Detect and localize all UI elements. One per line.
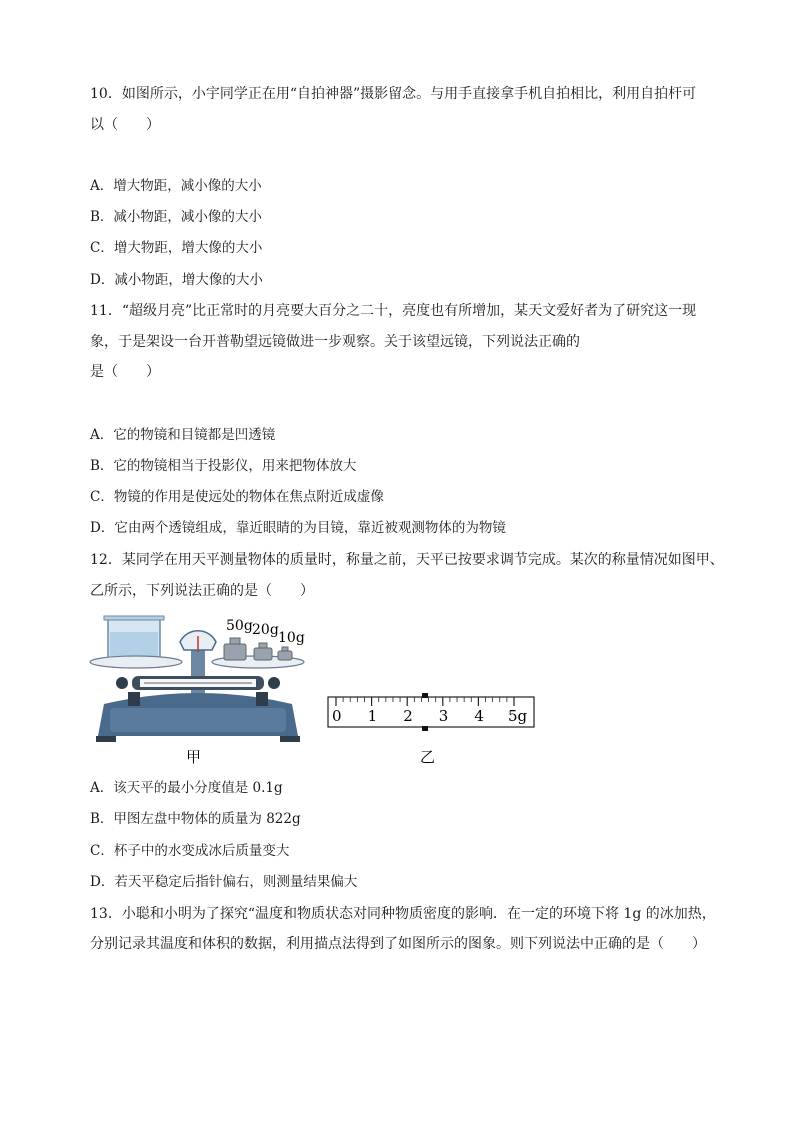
q12-line2: 乙所示，下列说法正确的是（ ） bbox=[90, 583, 314, 599]
q10-line2: 以（ ） bbox=[90, 117, 160, 133]
weight-50g bbox=[224, 638, 246, 660]
left-pan bbox=[90, 656, 182, 668]
q10-option-a: A．增大物距，减小像的大小 bbox=[90, 178, 262, 194]
q11-line2: 象，于是架设一台开普勒望远镜做进一步观察。关于该望远镜，下列说法正确的 bbox=[90, 334, 580, 350]
scale-tick-label: 4 bbox=[474, 707, 484, 725]
q13-line1: 13．小聪和小明为了探究“温度和物质状态对同种物质密度的影响．在一定的环境下将 1g 的冰加热， bbox=[90, 906, 716, 922]
q11-option-c: C．物镜的作用是使远处的物体在焦点附近成虚像 bbox=[90, 489, 384, 505]
q12-line1: 12．某同学在用天平测量物体的质量时，称量之前，天平已按要求调节完成。某次的称量情况如图甲、 bbox=[90, 552, 724, 568]
figure-label-yi: 乙 bbox=[420, 748, 436, 766]
rider-marker-top bbox=[422, 693, 428, 698]
weight-label-10g: 10g bbox=[278, 630, 305, 646]
q10-line1: 10．如图所示，小宇同学正在用“自拍神器”摄影留念。与用手直接拿手机自拍相比，利用自拍杆可 bbox=[90, 86, 697, 102]
scale-tick-label: 2 bbox=[403, 707, 413, 725]
q11-option-b: B．它的物镜相当于投影仪，用来把物体放大 bbox=[90, 458, 357, 474]
q11-option-a: A．它的物镜和目镜都是凹透镜 bbox=[90, 427, 276, 443]
beaker-icon bbox=[104, 616, 164, 658]
q10-option-b: B．减小物距，减小像的大小 bbox=[90, 209, 262, 225]
rider-marker-bottom bbox=[422, 726, 428, 731]
q13-line2: 分别记录其温度和体积的数据，利用描点法得到了如图所示的图象。则下列说法中正确的是（ ） bbox=[90, 936, 706, 952]
q12-option-c: C．杯子中的水变成冰后质量变大 bbox=[90, 843, 290, 859]
balance-figure bbox=[88, 612, 548, 772]
figure-label-jia: 甲 bbox=[186, 748, 202, 766]
q10-option-d: D．减小物距，增大像的大小 bbox=[90, 272, 263, 288]
scale-tick-label: 0 bbox=[332, 707, 342, 725]
q10-option-c: C．增大物距，增大像的大小 bbox=[90, 240, 263, 256]
balance-beam bbox=[116, 676, 280, 690]
weight-10g bbox=[278, 647, 292, 660]
q11-option-d: D．它由两个透镜组成，靠近眼睛的为目镜，靠近被观测物体的为物镜 bbox=[90, 520, 506, 536]
scale-tick-label: 3 bbox=[438, 707, 449, 725]
balance-base bbox=[96, 692, 300, 742]
q12-option-d: D．若天平稳定后指针偏右，则测量结果偏大 bbox=[90, 874, 358, 890]
q11-line3: 是（ ） bbox=[90, 364, 160, 380]
q12-option-b: B．甲图左盘中物体的质量为 822g bbox=[90, 811, 301, 827]
rider-scale bbox=[328, 693, 534, 731]
scale-tick-label: 1 bbox=[367, 707, 378, 725]
scale-tick-label: 5g bbox=[508, 707, 528, 725]
q11-line1: 11．“超级月亮”比正常时的月亮要大百分之二十，亮度也有所增加，某天文爱好者为了研究这一现 bbox=[90, 303, 697, 319]
weight-label-50g: 50g bbox=[226, 618, 253, 634]
weight-20g bbox=[254, 643, 272, 660]
q12-option-a: A．该天平的最小分度值是 0.1g bbox=[90, 780, 283, 796]
weight-label-20g: 20g bbox=[252, 622, 279, 638]
